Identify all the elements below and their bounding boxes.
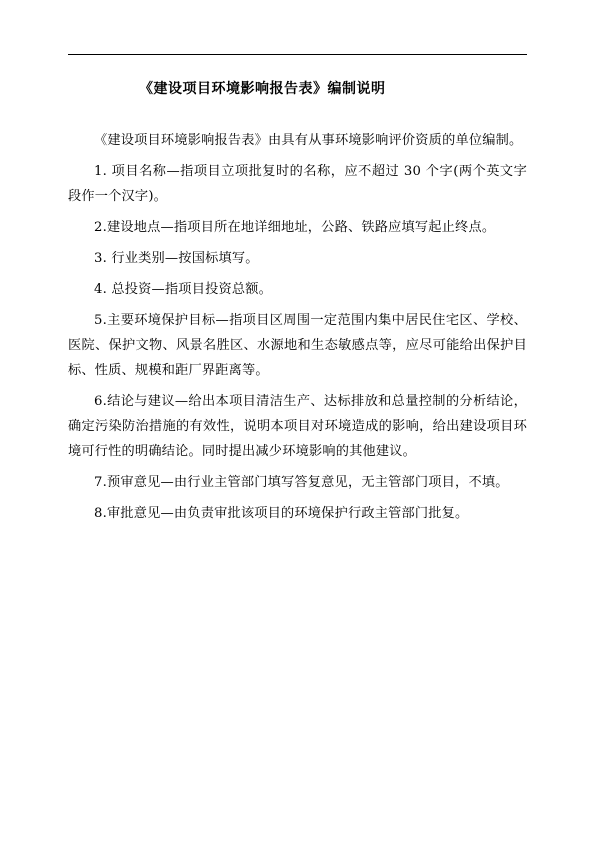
item-protection-targets: 5.主要环境保护目标—指项目区周围一定范围内集中居民住宅区、学校、医院、保护文物、风景名胜区、水源地和生态敏感点等，应尽可能给出保护目标、性质、规模和距厂界距离等。 <box>68 313 527 378</box>
document-title: 《建设项目环境影响报告表》编制说明 <box>139 81 386 97</box>
item-approval-opinion: 8.审批意见—由负责审批该项目的环境保护行政主管部门批复。 <box>94 506 469 521</box>
item-total-investment: 4. 总投资—指项目投资总额。 <box>94 282 273 297</box>
item-industry-category: 3. 行业类别—按国标填写。 <box>94 251 259 266</box>
header-rule <box>68 54 527 55</box>
item-project-name: 1. 项目名称—指项目立项批复时的名称，应不超过 30 个字(两个英文字段作一个汉字)。 <box>68 164 527 204</box>
item-conclusions: 6.结论与建议—给出本项目清洁生产、达标排放和总量控制的分析结论，确定污染防治措施的有效性，说明本项目对环境造成的影响，给出建设项目环境可行性的明确结论。同时提出减少环境影响的其他建议。 <box>68 394 527 459</box>
item-construction-site: 2.建设地点—指项目所在地详细地址，公路、铁路应填写起止终点。 <box>94 220 496 235</box>
document-body <box>68 128 527 532</box>
intro-paragraph: 《建设项目环境影响报告表》由具有从事环境影响评价资质的单位编制。 <box>94 133 523 148</box>
item-pre-review-opinion: 7.预审意见—由行业主管部门填写答复意见，无主管部门项目，不填。 <box>94 475 509 490</box>
